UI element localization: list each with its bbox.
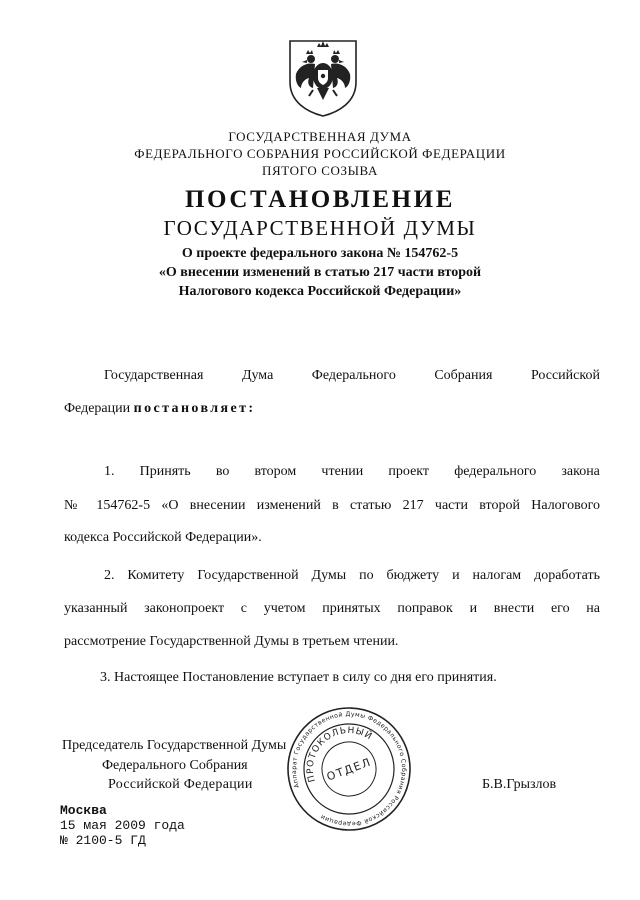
issuer-line-2: ФЕДЕРАЛЬНОГО СОБРАНИЯ РОССИЙСКОЙ ФЕДЕРАЦИИ <box>134 146 506 161</box>
item-1-line-1 <box>104 456 600 488</box>
issuer-line-1: ГОСУДАРСТВЕННАЯ ДУМА <box>228 129 412 144</box>
place: Москва <box>60 803 107 818</box>
item-1-word: закона <box>561 464 600 479</box>
signatory-name: Б.В.Грызлов <box>482 777 557 792</box>
preamble-word: Федерального <box>311 368 396 383</box>
item-2-line-3: рассмотрение Государственной Думы в третьем чтении. <box>64 634 399 649</box>
item-3: 3. Настоящее Постановление вступает в силу со дня его принятия. <box>100 670 497 685</box>
item-1-word: проект <box>388 464 430 479</box>
item-1-word: во <box>215 464 230 479</box>
subject-line-2: «О внесении изменений в статью 217 части второй <box>158 265 482 280</box>
date: 15 мая 2009 года <box>60 818 185 833</box>
official-stamp <box>286 706 412 832</box>
signatory-position-line-2: Федерального Собрания <box>102 758 248 773</box>
item-1-word: 1. <box>104 464 115 479</box>
item-1-word: втором <box>254 464 297 479</box>
preamble-line-1 <box>104 360 600 392</box>
item-2-line-1: 2. Комитету Государственной Думы по бюджету и налогам доработать <box>104 568 600 583</box>
document-number: № 2100-5 ГД <box>60 833 146 848</box>
signatory-position-line-1: Председатель Государственной Думы <box>62 738 287 753</box>
item-1-word: Принять <box>139 464 191 479</box>
preamble-prefix: Федерации <box>64 401 131 416</box>
signatory-position-line-3: Российской Федерации <box>108 777 253 792</box>
issuer-line-3: ПЯТОГО СОЗЫВА <box>262 163 378 178</box>
preamble-word: Дума <box>241 368 274 383</box>
subject-line-1: О проекте федерального закона № 154762-5 <box>181 246 459 261</box>
stamp-inner-text: ПРОТОКОЛЬНЫЙ <box>305 725 374 784</box>
subject-line-3: Налогового кодекса Российской Федерации» <box>178 284 462 299</box>
preamble-word: Государственная <box>104 368 204 383</box>
stamp-center-text: ОТДЕЛ <box>325 755 374 784</box>
document-type: ПОСТАНОВЛЕНИЕ <box>184 186 456 213</box>
item-1-word: чтении <box>321 464 364 479</box>
preamble-line-2 <box>64 393 600 425</box>
coat-of-arms-emblem <box>287 38 359 118</box>
item-1-word: федерального <box>454 464 537 479</box>
preamble-verb: постановляет: <box>133 401 256 416</box>
item-1-line-2: № 154762-5 «О внесении изменений в статью 217 части второй Налогового <box>64 498 600 513</box>
stamp-ring-text: Аппарат Государственной Думы Федерального Собрания Российской Федерации <box>290 710 408 828</box>
preamble-word: Собрания <box>434 368 493 383</box>
preamble-word: Российской <box>530 368 600 383</box>
item-2-line-2: указанный законопроект с учетом принятых поправок и внести его на <box>64 601 600 616</box>
document-issuer-subtitle: ГОСУДАРСТВЕННОЙ ДУМЫ <box>163 216 477 240</box>
item-1-line-3: кодекса Российской Федерации». <box>64 530 262 545</box>
